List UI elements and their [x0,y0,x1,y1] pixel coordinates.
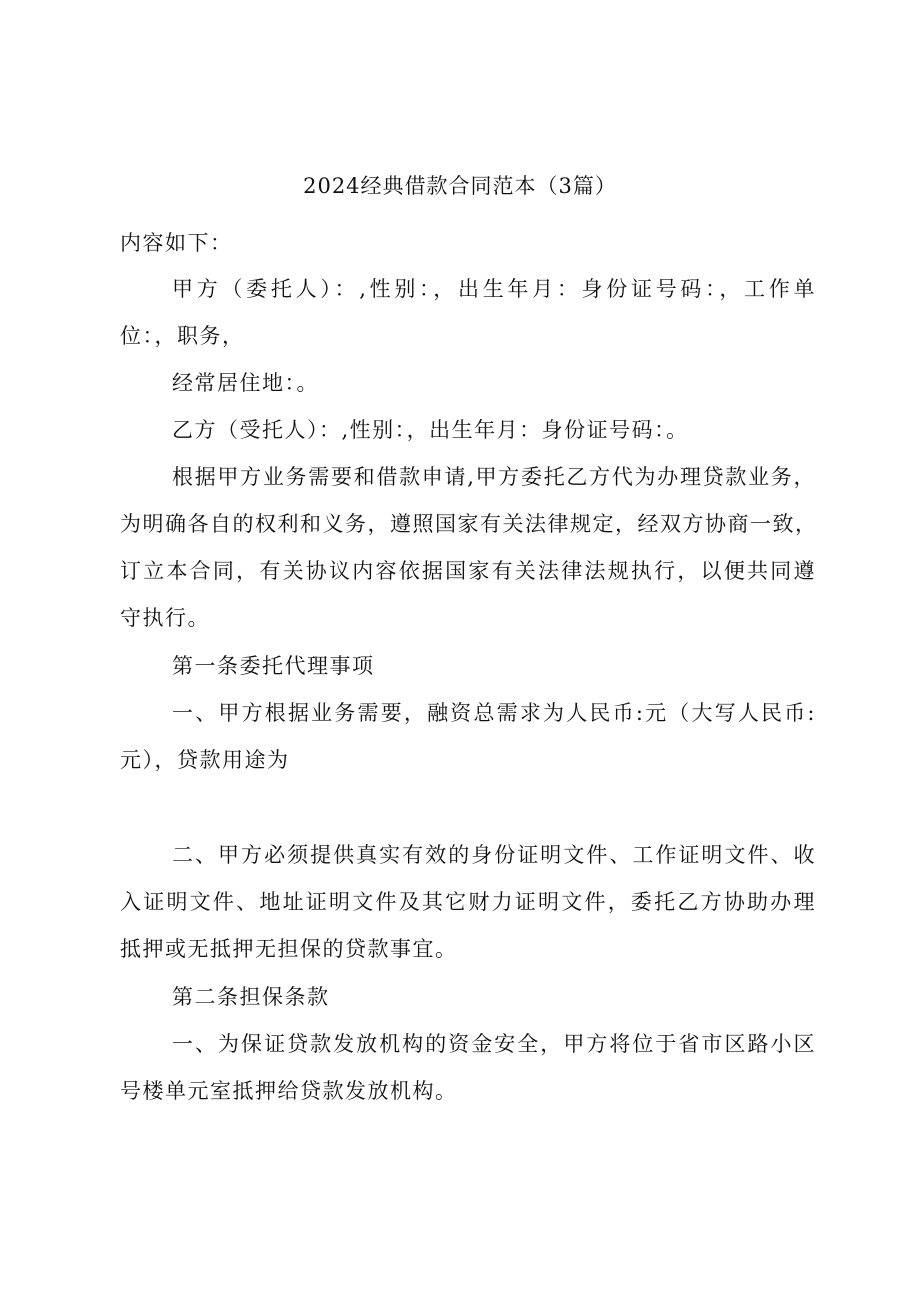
article-1-heading: 第一条委托代理事项 [172,654,375,678]
preamble-line-4: 守执行。 [120,606,210,630]
article-2-heading: 第二条担保条款 [172,985,330,1009]
article-1-item-2-line-2: 入证明文件、地址证明文件及其它财力证明文件，委托乙方协助办理 [120,890,816,914]
preamble-line-2: 为明确各自的权利和义务，遵照国家有关法律规定，经双方协商一致， [120,512,818,536]
party-a-line-1: 甲方（委托人）：,性别：，出生年月：身份证号码：，工作单 [172,277,816,301]
article-1-item-2-line-1: 二、甲方必须提供真实有效的身份证明文件、工作证明文件、收 [172,843,816,867]
intro-line: 内容如下： [120,231,233,255]
article-1-item-2-line-3: 抵押或无抵押无担保的贷款事宜。 [120,937,458,961]
article-2-item-1-line-1: 一、为保证贷款发放机构的资金安全，甲方将位于省市区路小区 [172,1032,816,1056]
party-a-line-2: 位：，职务， [120,324,245,348]
party-b-line: 乙方（受托人）：,性别：，出生年月：身份证号码：。 [172,418,689,442]
preamble-line-3: 订立本合同，有关协议内容依据国家有关法律法规执行，以便共同遵 [120,559,816,583]
document-title: 2024经典借款合同范本（3篇） [303,174,617,198]
article-1-item-1-line-2: 元），贷款用途为 [120,748,290,772]
article-1-item-1-line-1: 一、甲方根据业务需要，融资总需求为人民币:元（大写人民币: [172,701,816,725]
preamble-line-1: 根据甲方业务需要和借款申请,甲方委托乙方代为办理贷款业务， [172,465,816,489]
party-a-residence-line: 经常居住地：。 [172,371,319,395]
article-2-item-1-line-2: 号楼单元室抵押给贷款发放机构。 [120,1079,458,1103]
